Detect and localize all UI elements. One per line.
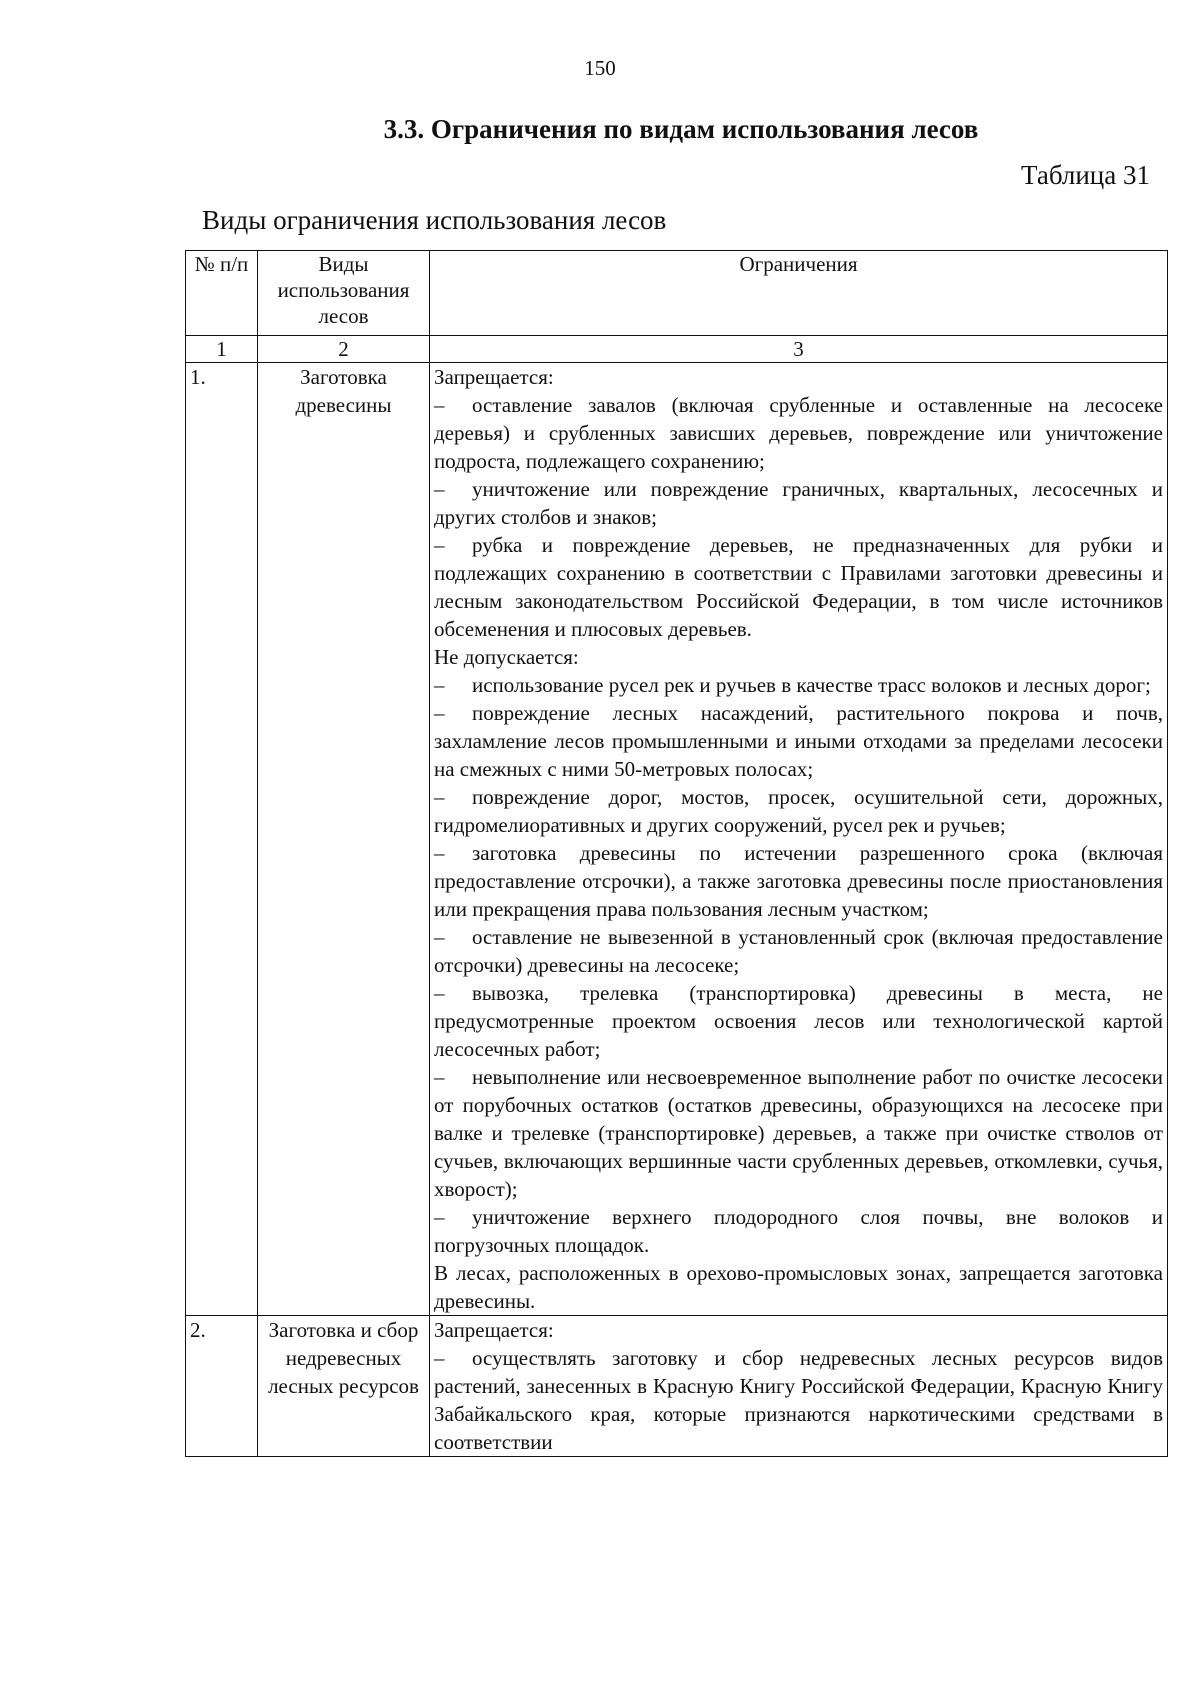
row-restrictions <box>430 363 1168 1316</box>
dash-marker: – <box>434 785 445 809</box>
restriction-text: оставление завалов (включая срубленные и оставленные на лесосеке деревья) и срубленных зависших деревьев, повреждение или уничтожение подроста, подлежащего сохранению; <box>434 393 1163 473</box>
restriction-text: уничтожение верхнего плодородного слоя почвы, вне волоков и погрузочных площадок. <box>434 1205 1163 1257</box>
restriction-text: заготовка древесины по истечении разрешенного срока (включая предоставление отсрочки), а также заготовка древесины после приостановления или прекращения права пользования лесным участком; <box>434 841 1163 921</box>
column-number: 3 <box>430 336 1168 363</box>
restriction-item <box>434 979 1163 1063</box>
table-header-row <box>186 251 1168 336</box>
restriction-item <box>434 1203 1163 1259</box>
restriction-intro: Не допускается: <box>434 645 579 669</box>
dash-marker: – <box>434 1205 445 1229</box>
dash-marker: – <box>434 1065 445 1089</box>
table-label: Таблица 31 <box>1021 160 1150 190</box>
restriction-intro: В лесах, расположенных в орехово-промысловых зонах, запрещается заготовка древесины. <box>434 1261 1163 1313</box>
page-number: 150 <box>584 56 616 80</box>
restriction-item <box>434 671 1163 699</box>
row-kind: Заготовка и сбор недревесных лесных ресурсов <box>258 1316 430 1457</box>
restriction-text: использование русел рек и ручьев в качестве трасс волоков и лесных дорог; <box>472 673 1151 697</box>
restriction-text: вывозка, трелевка (транспортировка) древесины в места, не предусмотренные проектом освоения лесов или технологической картой лесосечных работ; <box>434 981 1163 1061</box>
restriction-item <box>434 783 1163 839</box>
dash-marker: – <box>434 673 445 697</box>
restriction-item <box>434 839 1163 923</box>
dash-marker: – <box>434 393 445 417</box>
dash-marker: – <box>434 477 445 501</box>
row-num: 2. <box>186 1316 258 1457</box>
restriction-intro: Запрещается: <box>434 1318 554 1342</box>
restriction-item <box>434 391 1163 475</box>
table-row <box>186 363 1168 1316</box>
header-kind: Виды использования лесов <box>258 251 430 336</box>
header-num: № п/п <box>186 251 258 336</box>
restrictions-table <box>185 250 1168 1457</box>
column-number: 1 <box>186 336 258 363</box>
restriction-text: рубка и повреждение деревьев, не предназначенных для рубки и подлежащих сохранению в соответствии с Правилами заготовки древесины и лесным законодательством Российской Федерации, в том числе источников обсеменения и плюсовых деревьев. <box>434 533 1163 641</box>
restriction-item <box>434 1063 1163 1203</box>
restriction-text: осуществлять заготовку и сбор недревесных лесных ресурсов видов растений, занесенных в Красную Книгу Российской Федерации, Красную Книгу Забайкальского края, которые признаются наркотическими средствами в соответствии <box>434 1346 1163 1454</box>
row-num: 1. <box>186 363 258 1316</box>
restriction-text: уничтожение или повреждение граничных, квартальных, лесосечных и других столбов и знаков; <box>434 477 1163 529</box>
restriction-text: повреждение дорог, мостов, просек, осушительной сети, дорожных, гидромелиоративных и других сооружений, русел рек и ручьев; <box>434 785 1163 837</box>
restriction-item <box>434 1344 1163 1456</box>
header-restrictions: Ограничения <box>430 251 1168 336</box>
restriction-text: невыполнение или несвоевременное выполнение работ по очистке лесосеки от порубочных остатков (остатков древесины, образующихся на лесосеке при валке и трелевке (транспортировке) деревьев, а также при очистке стволов от сучьев, включающих вершинные части срубленных деревьев, откомлевки, сучья, хворост); <box>434 1065 1163 1201</box>
restriction-text: оставление не вывезенной в установленный срок (включая предоставление отсрочки) древесины на лесосеке; <box>434 925 1163 977</box>
section-title: 3.3. Ограничения по видам использования лесов <box>383 114 979 144</box>
dash-marker: – <box>434 533 445 557</box>
dash-marker: – <box>434 981 445 1005</box>
table-row <box>186 1316 1168 1457</box>
column-number-row <box>186 336 1168 363</box>
restriction-text: повреждение лесных насаждений, растительного покрова и почв, захламление лесов промышленными и иными отходами за пределами лесосеки на смежных с ними 50-метровых полосах; <box>434 701 1163 781</box>
restriction-item <box>434 531 1163 643</box>
restriction-item <box>434 699 1163 783</box>
dash-marker: – <box>434 1346 445 1370</box>
dash-marker: – <box>434 841 445 865</box>
dash-marker: – <box>434 701 445 725</box>
restriction-intro: Запрещается: <box>434 365 554 389</box>
restriction-item <box>434 923 1163 979</box>
column-number: 2 <box>258 336 430 363</box>
restriction-item <box>434 475 1163 531</box>
row-kind: Заготовка древесины <box>258 363 430 1316</box>
table-caption: Виды ограничения использования лесов <box>202 205 667 235</box>
row-restrictions <box>430 1316 1168 1457</box>
dash-marker: – <box>434 925 445 949</box>
